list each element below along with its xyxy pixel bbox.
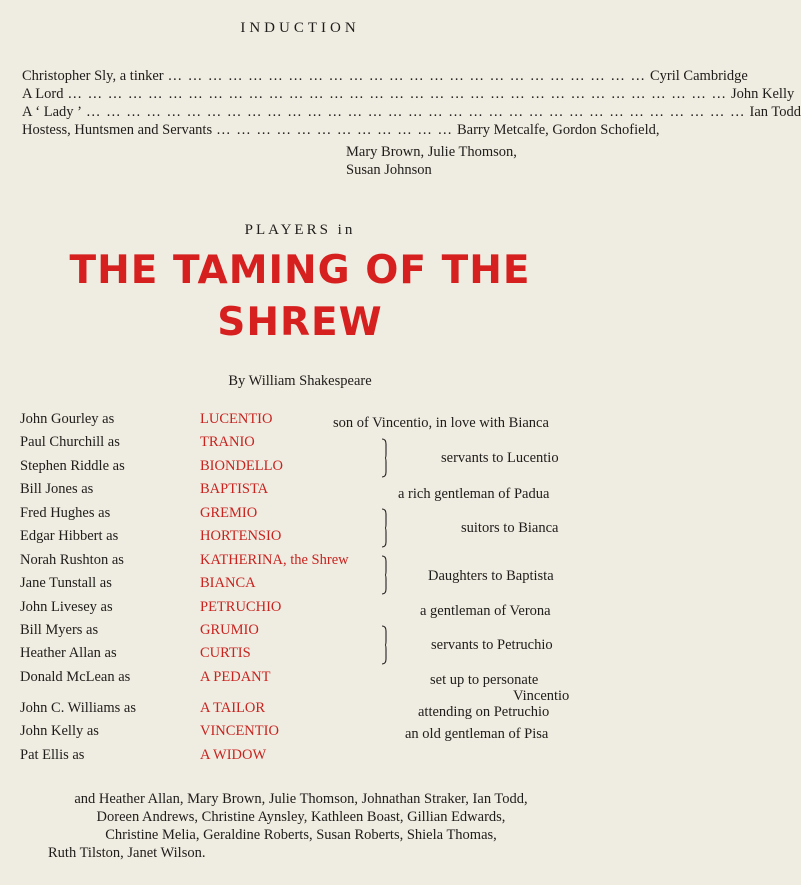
cast-actor: Bill Jones as: [20, 481, 94, 497]
players-in: PLAYERS in: [244, 222, 356, 238]
additional-cast-line: Doreen Andrews, Christine Aynsley, Kathleen Boast, Gillian Edwards,: [96, 809, 506, 825]
role-description: a gentleman of Verona: [420, 603, 551, 619]
role-description: set up to personate: [430, 672, 539, 688]
role-description: suitors to Bianca: [461, 520, 559, 536]
role-description: a rich gentleman of Padua: [398, 486, 550, 502]
cast-role: BIONDELLO: [200, 458, 283, 474]
cast-actor: Donald McLean as: [20, 669, 131, 685]
cast-role: KATHERINA, the Shrew: [200, 552, 349, 568]
additional-cast-line: Ruth Tilston, Janet Wilson.: [48, 845, 206, 861]
play-title-line-1: THE TAMING OF THE: [69, 248, 531, 293]
induction-row: [22, 68, 748, 86]
role-description: attending on Petruchio: [418, 704, 550, 720]
cast-role: PETRUCHIO: [200, 599, 282, 615]
cast-actor: John Kelly as: [20, 723, 99, 739]
cast-role: GRUMIO: [200, 622, 259, 638]
induction-heading: INDUCTION: [240, 20, 360, 36]
cast-actor: Heather Allan as: [20, 645, 117, 661]
cast-actor: Jane Tunstall as: [20, 575, 112, 591]
bracket: [382, 555, 386, 595]
induction-actor: John Kelly: [730, 86, 795, 102]
induction-actor: Cyril Cambridge: [650, 68, 748, 84]
bracket: [382, 438, 386, 478]
cast-role: VINCENTIO: [200, 723, 279, 739]
cast-actor: Fred Hughes as: [20, 505, 111, 521]
role-description: servants to Petruchio: [431, 637, 553, 653]
induction-actor: Ian Todd: [749, 104, 801, 120]
role-description: servants to Lucentio: [441, 450, 559, 466]
role-description: Vincentio: [513, 688, 570, 704]
cast-actor: Edgar Hibbert as: [20, 528, 119, 544]
cast-role: TRANIO: [200, 434, 255, 450]
induction-role: A ‘ Lady ’: [22, 104, 82, 120]
leader-dots: … … … … … … … … … … … … … … … … … … … … … … … … … … … … … … … … …: [67, 86, 727, 102]
induction-actor: Barry Metcalfe, Gordon Schofield,: [456, 122, 660, 138]
induction-row: [22, 122, 660, 140]
role-description: an old gentleman of Pisa: [405, 726, 549, 742]
cast-role: GREMIO: [200, 505, 258, 521]
cast-actor: Paul Churchill as: [20, 434, 120, 450]
cast-actor: John Gourley as: [20, 411, 115, 427]
induction-role: Hostess, Huntsmen and Servants: [22, 122, 213, 138]
leader-dots: … … … … … … … … … … … …: [216, 122, 453, 138]
cast-actor: Norah Rushton as: [20, 552, 124, 568]
bracket: [382, 625, 386, 665]
cast-role: BAPTISTA: [200, 481, 269, 497]
role-description: Daughters to Baptista: [428, 568, 554, 584]
cast-actor: John C. Williams as: [20, 700, 136, 716]
cast-actor: Bill Myers as: [20, 622, 99, 638]
cast-role: CURTIS: [200, 645, 251, 661]
additional-cast: [18, 790, 584, 862]
induction-row: [22, 86, 795, 104]
byline: By William Shakespeare: [228, 373, 372, 389]
cast-role: HORTENSIO: [200, 528, 282, 544]
additional-cast-line: and Heather Allan, Mary Brown, Julie Thomson, Johnathan Straker, Ian Todd,: [74, 791, 528, 807]
role-description: son of Vincentio, in love with Bianca: [333, 415, 549, 431]
cast-actor: John Livesey as: [20, 599, 113, 615]
additional-cast-line: Christine Melia, Geraldine Roberts, Susan Roberts, Shiela Thomas,: [105, 827, 497, 843]
cast-role: A WIDOW: [200, 747, 267, 763]
leader-dots: … … … … … … … … … … … … … … … … … … … … … … … … … … … … … … … … …: [86, 104, 746, 120]
cast-role: BIANCA: [200, 575, 256, 591]
induction-actor-continued: Mary Brown, Julie Thomson,: [346, 144, 517, 160]
cast-role: LUCENTIO: [200, 411, 273, 427]
play-title-line-2: SHREW: [217, 300, 383, 345]
cast-role: A TAILOR: [200, 700, 266, 716]
induction-role: A Lord: [22, 86, 64, 102]
induction-actor-continued: Susan Johnson: [346, 162, 432, 178]
cast-role: A PEDANT: [200, 669, 271, 685]
leader-dots: … … … … … … … … … … … … … … … … … … … … … … … …: [167, 68, 646, 84]
cast-actor: Pat Ellis as: [20, 747, 85, 763]
cast-actor: Stephen Riddle as: [20, 458, 125, 474]
bracket: [382, 508, 386, 548]
induction-role: Christopher Sly, a tinker: [22, 68, 164, 84]
induction-row: [22, 104, 801, 122]
